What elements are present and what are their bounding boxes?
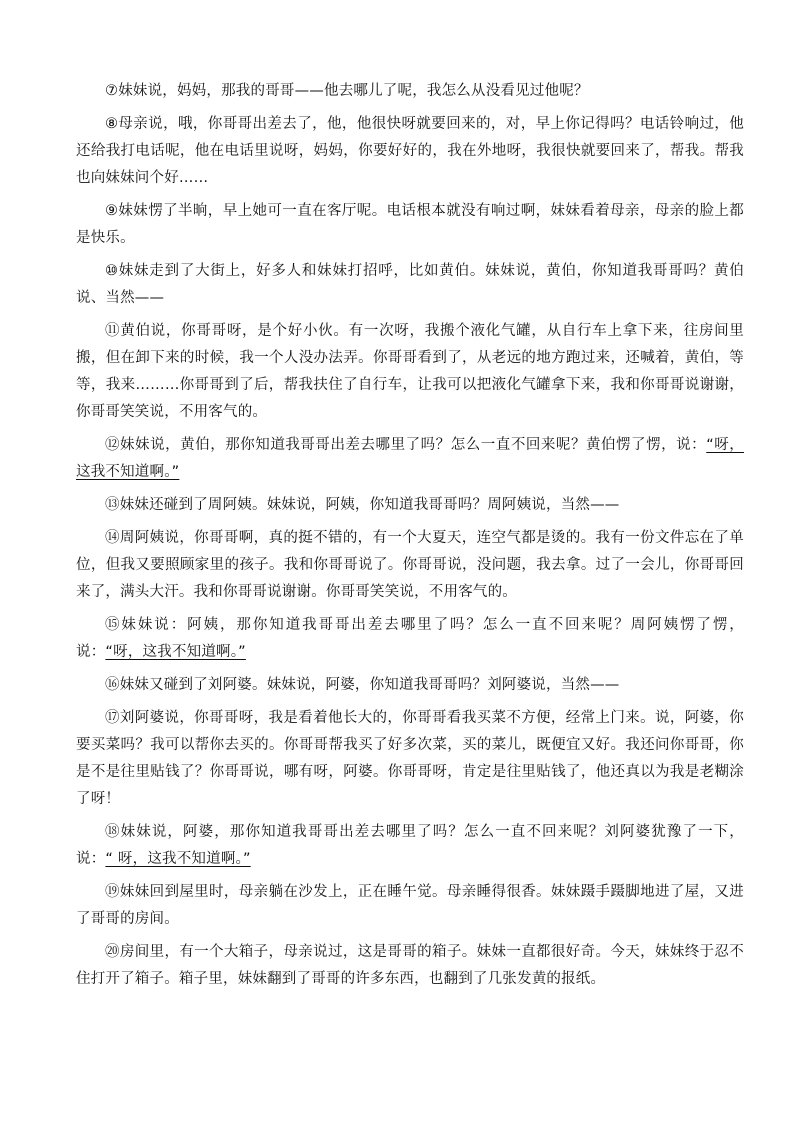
story-text: [76, 78, 744, 999]
paragraph-19-text: ⑲妹妹回到屋里时，母亲躺在沙发上，正在睡午觉。母亲睡得很香。妹妹蹑手蹑脚地进了屋，又进了哥哥的房间。: [76, 884, 744, 927]
paragraph-11: [76, 318, 744, 426]
paragraph-15-text: ⑮妹妹说：阿姨，那你知道我哥哥出差去哪里了吗？怎么一直不回来呢？周阿姨愣了愣，说：: [76, 617, 744, 660]
paragraph-20: [76, 939, 744, 993]
underlined-quote: “ 呀，这我不知道啊。”: [105, 851, 251, 867]
paragraph-12: [76, 432, 744, 486]
paragraph-18: [76, 819, 744, 873]
paragraph-14-text: ⑭周阿姨说，你哥哥啊，真的挺不错的，有一个大夏天，连空气都是烫的。我有一份文件忘在了单位，但我又要照顾家里的孩子。我和你哥哥说了。你哥哥说，没问题，我去拿。过了一会儿，你哥哥回来了，满头大汗。我和你哥哥说谢谢。你哥哥笑笑说，不用客气的。: [76, 530, 744, 600]
underlined-quote: “呀，这我不知道啊。”: [76, 437, 744, 480]
paragraph-16: [76, 672, 744, 699]
paragraph-14: [76, 525, 744, 606]
paragraph-11-text: ⑪黄伯说，你哥哥呀，是个好小伙。有一次呀，我搬个液化气罐，从自行车上拿下来，往房间里搬，但在卸下来的时候，我一个人没办法弄。你哥哥看到了，从老远的地方跑过来，还喊着，黄伯，等等，我来………你哥哥到了后，帮我扶住了自行车，让我可以把液化气罐拿下来，我和你哥哥说谢谢，你哥哥笑笑说，不用客气的。: [76, 323, 744, 420]
paragraph-12-text: ⑫妹妹说，黄伯，那你知道我哥哥出差去哪里了吗？怎么一直不回来呢？黄伯愣了愣，说：: [105, 437, 707, 453]
paragraph-18-text: ⑱妹妹说，阿婆，那你知道我哥哥出差去哪里了吗？怎么一直不回来呢？刘阿婆犹豫了一下，说：: [76, 824, 744, 867]
paragraph-9-text: ⑨妹妹愣了半晌，早上她可一直在客厅呢。电话根本就没有响过啊，妹妹看着母亲，母亲的脸上都是快乐。: [76, 203, 744, 246]
paragraph-8: [76, 111, 744, 192]
paragraph-7-text: ⑦妹妹说，妈妈，那我的哥哥——他去哪儿了呢，我怎么从没看见过他呢？: [105, 83, 589, 99]
paragraph-9: [76, 198, 744, 252]
paragraph-13: [76, 492, 744, 519]
paragraph-7: [76, 78, 744, 105]
paragraph-8-text: ⑧母亲说，哦，你哥哥出差去了，他，他很快呀就要回来的，对，早上你记得吗？电话铃响过，他还给我打电话呢，他在电话里说呀，妈妈，你要好好的，我在外地呀，我很快就要回来了，帮我。帮我也向妹妹问个好……: [76, 116, 744, 186]
paragraph-10: [76, 258, 744, 312]
paragraph-17-text: ⑰刘阿婆说，你哥哥呀，我是看着他长大的，你哥哥看我买菜不方便，经常上门来。说，阿婆，你要买菜吗？我可以帮你去买的。你哥哥帮我买了好多次菜，买的菜儿，既便宜又好。我还问你哥哥，你是不是往里贴钱了？你哥哥说，哪有呀，阿婆。你哥哥呀，肯定是往里贴钱了，他还真以为我是老糊涂了呀！: [76, 710, 744, 807]
paragraph-17: [76, 705, 744, 813]
paragraph-10-text: ⑩妹妹走到了大街上，好多人和妹妹打招呼，比如黄伯。妹妹说，黄伯，你知道我哥哥吗？黄伯说、当然——: [76, 263, 744, 306]
paragraph-20-text: ⑳房间里，有一个大箱子，母亲说过，这是哥哥的箱子。妹妹一直都很好奇。今天，妹妹终于忍不住打开了箱子。箱子里，妹妹翻到了哥哥的许多东西，也翻到了几张发黄的报纸。: [76, 944, 744, 987]
underlined-quote: “呀，这我不知道啊。”: [105, 644, 246, 660]
paragraph-16-text: ⑯妹妹又碰到了刘阿婆。妹妹说，阿婆，你知道我哥哥吗？刘阿婆说，当然——: [105, 677, 620, 693]
paragraph-15: [76, 612, 744, 666]
paragraph-19: [76, 879, 744, 933]
paragraph-13-text: ⑬妹妹还碰到了周阿姨。妹妹说，阿姨，你知道我哥哥吗？周阿姨说，当然——: [105, 497, 620, 513]
